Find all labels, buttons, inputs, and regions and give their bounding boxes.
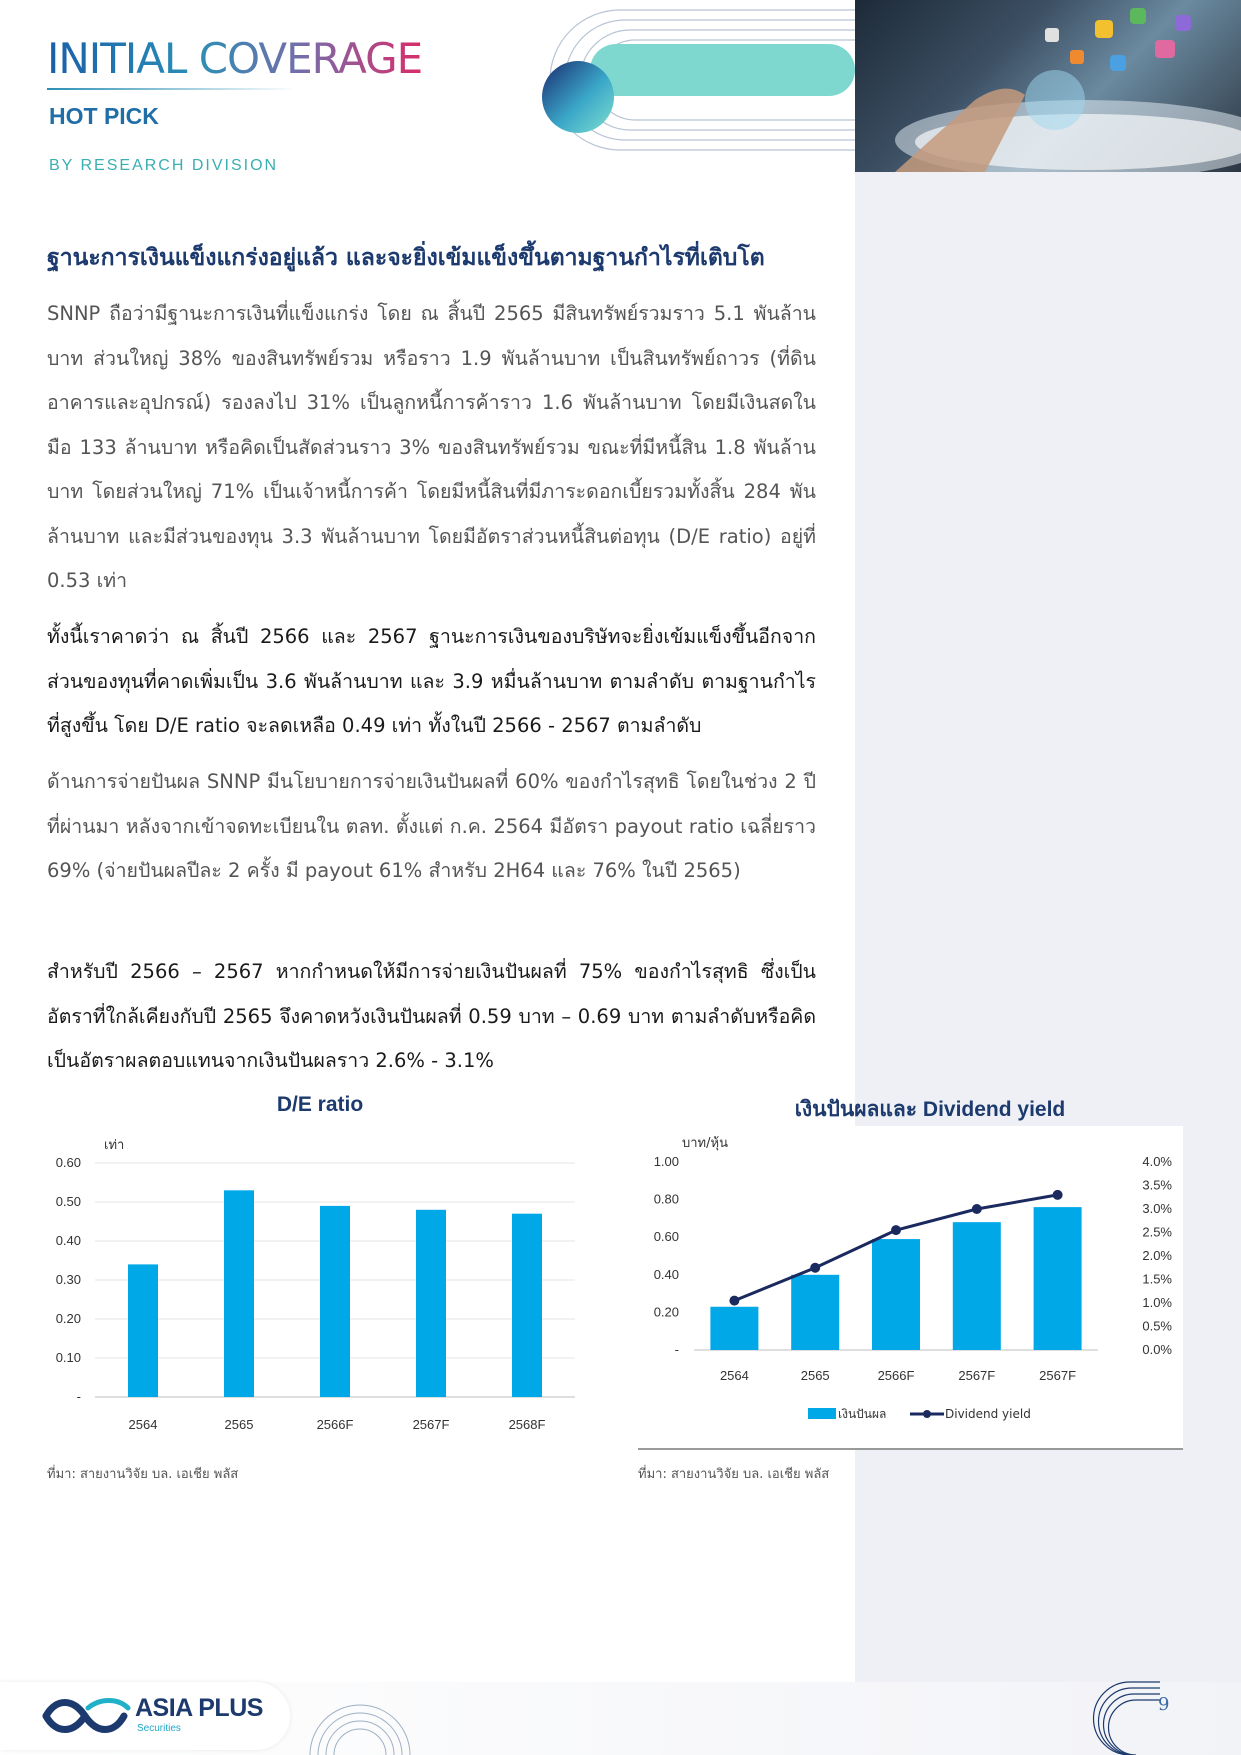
y-tick-label: 0.50 (55, 1194, 81, 1209)
dividend-bar (1034, 1207, 1082, 1350)
page-number: 9 (1158, 1694, 1170, 1715)
y-right-tick-label: 2.0% (1142, 1248, 1172, 1263)
y-left-tick-label: 0.20 (653, 1304, 679, 1320)
x-tick-label: 2565 (800, 1368, 830, 1383)
dividend-bar (791, 1275, 839, 1350)
dividend-bar (872, 1239, 920, 1350)
side-panel-background (855, 172, 1241, 1682)
paragraph-forecast: ทั้งนี้เราคาดว่า ณ สิ้นปี 2566 และ 2567 ฐานะการเงินของบริษัทจะยิ่งเข้มแข็งขึ้นอีกจากส่วนของทุนที่คาดเพิ่มเป็น 3.6 พันล้านบาท และ 3.9 หมื่นล้านบาท ตามลำดับ ตามฐานกำไรที่สูงขึ้น โดย D/E ratio จะลดเหลือ 0.49 เท่า ทั้งในปี 2566 - 2567 ตามลำดับ (47, 625, 816, 737)
y-left-tick-label: - (674, 1342, 679, 1357)
hero-phone-graphic (855, 0, 1241, 172)
header-decoration (540, 0, 855, 172)
bar (224, 1190, 254, 1397)
y-axis-unit-label: เท่า (104, 1138, 125, 1153)
y-right-tick-label: 3.5% (1142, 1177, 1172, 1193)
dividend-yield-point (729, 1296, 739, 1306)
legend-label-dividend: เงินปันผล (838, 1407, 887, 1421)
logo-wordmark: ASIA PLUS (135, 1694, 263, 1722)
hero-image (855, 0, 1241, 172)
bar (416, 1210, 446, 1397)
y-right-tick-label: 2.5% (1142, 1224, 1172, 1240)
y-right-tick-label: 3.0% (1142, 1201, 1172, 1216)
legend-swatch-dividend (808, 1408, 836, 1419)
y-axis-unit-label: บาท/หุ้น (682, 1136, 728, 1151)
y-right-tick-label: 0.5% (1142, 1318, 1172, 1334)
y-left-tick-label: 0.40 (653, 1266, 679, 1282)
dividend-yield-point (810, 1263, 820, 1273)
y-left-tick-label: 0.60 (653, 1229, 679, 1245)
y-tick-label: 0.30 (55, 1272, 81, 1287)
x-tick-label: 2564 (128, 1417, 158, 1432)
paragraph-financial-position: SNNP ถือว่ามีฐานะการเงินที่แข็งแกร่ง โดย ณ สิ้นปี 2565 มีสินทรัพย์รวมราว 5.1 พันล้านบาท ส่วนใหญ่ 38% ของสินทรัพย์รวม หรือราว 1.9 พันล้านบาท เป็นสินทรัพย์ถาวร (ที่ดิน อาคารและอุปกรณ์) รองลงไป 31% เป็นลูกหนี้การค้าราว 1.6 พันล้านบาท โดยมีเงินสดในมือ 133 ล้านบาท หรือคิดเป็นสัดส่วนราว 3% ของสินทรัพย์รวม ขณะที่มีหนี้สิน 1.8 พันล้านบาท โดยส่วนใหญ่ 71% เป็นเจ้าหนี้การค้า โดยมีหนี้สินที่มีภาระดอกเบี้ยรวมทั้งสิ้น 284 พันล้านบาท และมีส่วนของทุน 3.3 พันล้านบาท โดยมีอัตราส่วนหนี้สินต่อทุน (D/E ratio) อยู่ที่ 0.53 เท่า (47, 302, 816, 592)
dividend-yield-point (972, 1204, 982, 1214)
x-tick-label: 2568F (508, 1417, 546, 1432)
title-underline (47, 88, 297, 90)
footer-arc-decoration (300, 1655, 420, 1755)
dividend-chart (638, 1125, 1183, 1450)
dividend-bar (710, 1307, 758, 1350)
x-tick-label: 2566F (316, 1417, 354, 1432)
chart-title-de-ratio: D/E ratio (276, 1093, 364, 1116)
y-tick-label: 0.60 (55, 1155, 81, 1170)
paragraph-dividend-forecast: สำหรับปี 2566 – 2567 หากกำหนดให้มีการจ่ายเงินปันผลที่ 75% ของกำไรสุทธิ ซึ่งเป็นอัตราที่ใกล้เคียงกับปี 2565 จึงคาดหวังเงินปันผลที่ 0.59 บาท – 0.69 บาท ตามลำดับหรือคิดเป็นอัตราผลตอบแทนจากเงินปันผลราว 2.6% - 3.1% (47, 960, 816, 1072)
bar (512, 1214, 542, 1397)
page-number-arc-decoration (1090, 1680, 1160, 1755)
legend-label-yield: Dividend yield (945, 1407, 1031, 1421)
report-subtitle: HOT PICK (49, 103, 159, 129)
logo-subtitle: Securities (137, 1723, 181, 1734)
x-tick-label: 2566F (877, 1368, 915, 1383)
dividend-yield-point (1053, 1190, 1063, 1200)
legend-swatch-yield-marker (923, 1410, 931, 1418)
y-right-tick-label: 1.0% (1142, 1295, 1172, 1310)
x-tick-label: 2567F (1039, 1368, 1077, 1383)
y-right-tick-label: 4.0% (1142, 1154, 1172, 1169)
x-tick-label: 2567F (958, 1368, 996, 1383)
y-tick-label: 0.10 (55, 1350, 81, 1365)
section-heading: ฐานะการเงินแข็งแกร่งอยู่แล้ว และจะยิ่งเข้มแข็งขึ้นตามฐานกำไรที่เติบโต (47, 245, 765, 271)
dividend-bar (953, 1222, 1001, 1350)
bar (320, 1206, 350, 1397)
chart-title-dividend: เงินปันผลและ Dividend yield (794, 1098, 1066, 1121)
x-tick-label: 2564 (719, 1368, 749, 1383)
y-right-tick-label: 0.0% (1142, 1342, 1172, 1357)
asia-plus-logo-icon (38, 1690, 133, 1740)
chart-source-dividend: ที่มา: สายงานวิจัย บล. เอเชีย พลัส (638, 1467, 830, 1482)
y-right-tick-label: 1.5% (1142, 1271, 1172, 1287)
report-byline: BY RESEARCH DIVISION (49, 157, 279, 174)
y-left-tick-label: 1.00 (653, 1154, 679, 1169)
bar (128, 1264, 158, 1397)
chart-source-de-ratio: ที่มา: สายงานวิจัย บล. เอเชีย พลัส (47, 1467, 239, 1482)
de-ratio-chart (47, 1125, 587, 1435)
dividend-yield-point (891, 1225, 901, 1235)
y-tick-label: - (76, 1389, 81, 1404)
y-left-tick-label: 0.80 (653, 1191, 679, 1207)
paragraph-dividend-policy: ด้านการจ่ายปันผล SNNP มีนโยบายการจ่ายเงินปันผลที่ 60% ของกำไรสุทธิ โดยในช่วง 2 ปีที่ผ่านมา หลังจากเข้าจดทะเบียนใน ตลท. ตั้งแต่ ก.ค. 2564 มีอัตรา payout ratio เฉลี่ยราว 69% (จ่ายปันผลปีละ 2 ครั้ง มี payout 61% สำหรับ 2H64 และ 76% ในปี 2565) (47, 770, 816, 882)
report-type-title: INITIAL COVERAGE (47, 34, 423, 83)
y-tick-label: 0.40 (55, 1233, 81, 1248)
x-tick-label: 2567F (412, 1417, 450, 1432)
x-tick-label: 2565 (224, 1417, 254, 1432)
y-tick-label: 0.20 (55, 1311, 81, 1326)
